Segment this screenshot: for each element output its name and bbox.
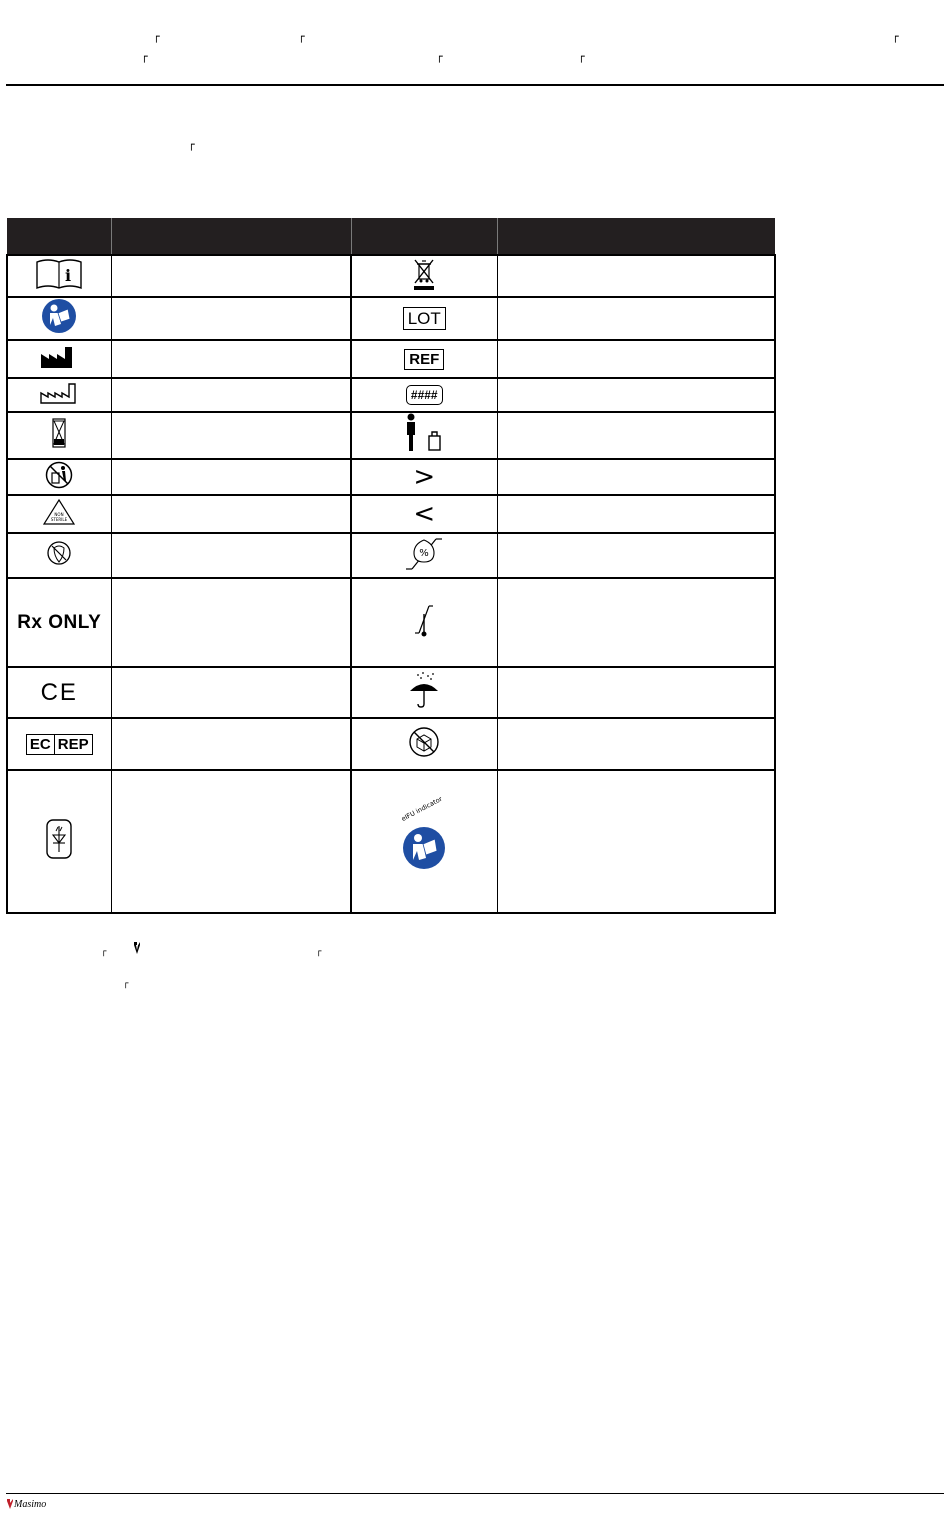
rx-only-symbol: Rx ONLY: [17, 611, 102, 633]
trademark-mark: ┌: [892, 30, 899, 43]
header-symbol: [351, 218, 497, 255]
description-cell: [111, 533, 351, 578]
table-row: [7, 533, 775, 578]
description-cell: [497, 770, 775, 913]
symbol-cell: [7, 495, 111, 533]
temperature-limit-icon: [409, 600, 439, 640]
trademark-mark: ┌: [101, 947, 107, 957]
description-cell: [111, 718, 351, 770]
light-emitting-diode-icon: [45, 818, 73, 860]
symbol-cell: [7, 578, 111, 667]
patient-weight-icon: [402, 413, 446, 453]
humidity-limit-icon: [404, 534, 444, 572]
description-cell: [497, 412, 775, 459]
less-than-symbol: <: [413, 499, 436, 529]
description-cell: [111, 255, 351, 297]
symbol-cell: [351, 412, 497, 459]
description-cell: [111, 495, 351, 533]
symbol-cell: [351, 578, 497, 667]
table-row: [7, 495, 775, 533]
ce-mark-symbol: CE: [40, 678, 78, 706]
svg-text:i: i: [65, 265, 72, 285]
description-cell: [497, 533, 775, 578]
table-row: [7, 718, 775, 770]
lot-number-symbol: LOT: [403, 307, 446, 330]
table-row: [7, 378, 775, 412]
description-cell: [497, 495, 775, 533]
trademark-mark: ┌: [188, 138, 195, 151]
description-cell: [497, 297, 775, 340]
trademark-mark: ┌: [578, 50, 585, 63]
symbol-cell: [351, 667, 497, 718]
greater-than-symbol: >: [413, 462, 436, 492]
table-row: [7, 667, 775, 718]
description-cell: [497, 255, 775, 297]
trademark-mark: ┌: [141, 50, 148, 63]
efu-indicator-label: eIFU indicator: [400, 794, 444, 823]
trademark-mark: ┌: [123, 979, 129, 989]
table-row: [7, 412, 775, 459]
reference-number-symbol: REF: [404, 349, 444, 370]
header-description: [111, 218, 351, 255]
table-header-row: [7, 218, 775, 255]
symbol-cell: [7, 533, 111, 578]
description-cell: [497, 578, 775, 667]
rep-label: REP: [57, 735, 89, 753]
description-cell: [497, 667, 775, 718]
masimo-logo-mark-icon: [133, 941, 141, 955]
symbol-cell: [351, 770, 497, 913]
table-row: [7, 297, 775, 340]
symbol-cell: [7, 378, 111, 412]
header-symbol: [7, 218, 111, 255]
symbols-table: [6, 218, 776, 914]
keep-dry-umbrella-icon: [406, 671, 442, 709]
trademark-mark: ┌: [298, 30, 305, 43]
table-row: [7, 340, 775, 378]
symbol-cell: [7, 667, 111, 718]
table-row: [7, 459, 775, 495]
symbol-cell: [7, 718, 111, 770]
description-cell: [111, 578, 351, 667]
table-row: [7, 578, 775, 667]
catalog-number-symbol: ####: [406, 385, 443, 405]
symbol-cell: [7, 255, 111, 297]
table-row: [7, 770, 775, 913]
manufacturer-icon: [39, 345, 79, 369]
trademark-mark: ┌: [153, 30, 160, 43]
description-cell: [497, 459, 775, 495]
description-cell: [111, 412, 351, 459]
symbol-cell: [351, 533, 497, 578]
use-by-hourglass-icon: [51, 417, 67, 449]
symbol-cell: [7, 340, 111, 378]
brand-name: Masimo: [14, 1498, 47, 1510]
ec-rep-symbol: [26, 734, 93, 755]
masimo-logo-icon: [6, 1498, 14, 1510]
footer-logo: [6, 1498, 46, 1510]
follow-instructions-blue-icon: [41, 298, 77, 334]
description-cell: [497, 378, 775, 412]
footer-divider: [6, 1493, 944, 1494]
symbol-cell: [7, 412, 111, 459]
svg-text:NON: NON: [54, 511, 64, 517]
svg-text:STERILE: STERILE: [51, 516, 68, 522]
svg-text:%: %: [419, 548, 430, 559]
symbol-cell: [351, 255, 497, 297]
trademark-mark: ┌: [316, 947, 322, 957]
symbol-cell: [7, 770, 111, 913]
description-cell: [111, 770, 351, 913]
symbol-cell: [351, 495, 497, 533]
trademark-mark: ┌: [436, 50, 443, 63]
header-description: [497, 218, 775, 255]
header-divider: [6, 84, 944, 86]
non-sterile-icon: [42, 498, 76, 526]
description-cell: [111, 340, 351, 378]
do-not-discard-icon: [45, 461, 73, 489]
description-cell: [111, 667, 351, 718]
symbol-cell: [351, 718, 497, 770]
date-of-manufacture-icon: [39, 381, 79, 405]
symbol-cell: [351, 459, 497, 495]
symbol-cell: [7, 459, 111, 495]
efu-indicator-symbol: [394, 794, 454, 872]
do-not-use-damaged-package-icon: [408, 726, 440, 758]
description-cell: [497, 340, 775, 378]
table-row: [7, 255, 775, 297]
instructions-info-icon: [35, 257, 83, 291]
symbol-cell: [351, 297, 497, 340]
weee-crossed-bin-icon: [411, 257, 437, 291]
description-cell: [497, 718, 775, 770]
description-cell: [111, 297, 351, 340]
not-latex-icon: [46, 540, 72, 566]
description-cell: [111, 459, 351, 495]
ec-label: EC: [27, 735, 55, 754]
description-cell: [111, 378, 351, 412]
symbol-cell: [351, 378, 497, 412]
symbol-cell: [7, 297, 111, 340]
symbol-cell: [351, 340, 497, 378]
